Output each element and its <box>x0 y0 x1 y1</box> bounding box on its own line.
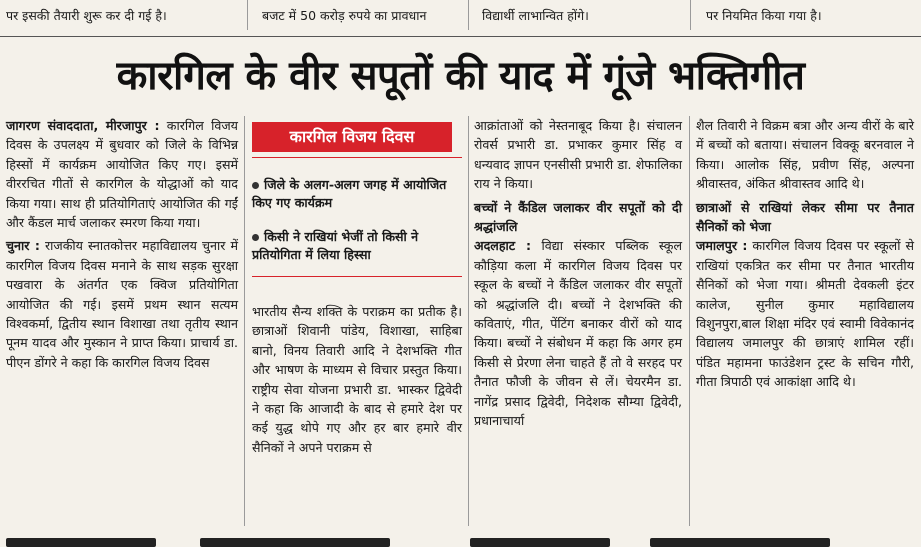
strip-divider <box>247 0 248 30</box>
col2-para: भारतीय सैन्य शक्ति के पराक्रम का प्रतीक है। छात्राओं शिवानी पांडेय, विशाखा, साहिबा बानो, विनय तिवारी आदि ने देशभक्ति गीत और भाषण के माध्यम से विचार प्रस्तुत किया। राष्ट्रीय सेवा योजना प्रभारी डा. भास्कर द्विवेदी ने कहा कि आजादी के बाद से हमारे देश पर कई युद्ध थोपे गए और हर बार हमारे वीर सैनिकों ने अपने पराक्रम से <box>252 304 462 455</box>
strip-divider <box>468 0 469 30</box>
kicker-rule <box>252 157 462 158</box>
bullet-icon <box>252 234 259 241</box>
col3-para2-lead: अदलहाट : <box>474 238 532 254</box>
col1-para1: कारगिल विजय दिवस के उपलक्ष्य में बुधवार को जिले के विभिन्न हिस्सों में कार्यक्रम आयोजित किए गए। इसमें वीररचित गीतों से कारगिल के योद्धाओं को याद किया गया। साथ ही प्रतियोगिताएं आयोजित की गईं और कैंडल मार्च जलाकर स्मरण किया गया। <box>6 118 238 231</box>
col3-subhead: बच्चों ने कैंडिल जलाकर वीर सपूतों को दी श्रद्धांजलि <box>474 199 682 235</box>
column-divider <box>468 116 469 526</box>
dateline: जागरण संवाददाता, मीरजापुर : <box>6 118 160 133</box>
column-3 <box>474 116 682 431</box>
highlight-2 <box>252 228 462 264</box>
col4-para2: कारगिल विजय दिवस पर स्कूलों से राखियां एकत्रित कर सीमा पर तैनात भारतीय सैनिकों को भेजा गया। श्रीमती देवकली इंटर कालेज, सुनील कुमार महाविद्यालय विशुनपुरा,बाल शिक्षा मंदिर एवं स्वामी विवेकानंद विद्यालय जमालपुर की छात्राएं शामिल रहीं। पंडित महामना फाउंडेशन ट्रस्ट के सचिन गौरी, गीता त्रिपाठी एवं आकांक्षा आदि थे। <box>696 238 914 390</box>
col4-subhead: छात्राओं से राखियां लेकर सीमा पर तैनात सैनिकों को भेजा <box>696 199 914 235</box>
strip-text-3: विद्यार्थी लाभान्वित होंगे। <box>482 8 589 23</box>
col1-para2: राजकीय स्नातकोत्तर महाविद्यालय चुनार में कारगिल विजय दिवस मनाने के साथ सड़क सुरक्षा पखवारा के अंतर्गत एक क्विज प्रतियोगिता आयोजित की गई। इसमें प्रथम स्थान सत्यम विश्वकर्मा, द्वितीय स्थान विशाखा तथा तृतीय स्थान पूनम यादव और मुस्कान ने प्राप्त किया। प्राचार्य डा. पीएन डोंगरे ने कहा कि कारगिल विजय दिवस <box>6 238 238 370</box>
kicker-banner: कारगिल विजय दिवस <box>252 122 452 152</box>
strip-divider <box>690 0 691 30</box>
strip-text-1: पर इसकी तैयारी शुरू कर दी गई है। <box>6 8 167 23</box>
col4-para1: शैल तिवारी ने विक्रम बत्रा और अन्य वीरों के बारे में बच्चों को बताया। संचालन विक्कू बरनवाल ने किया। आलोक सिंह, प्रवीण सिंह, अल्पना श्रीवास्तव, अंकित श्रीवास्तव आदि थे। <box>696 118 914 192</box>
column-divider <box>689 116 690 526</box>
highlight-2-text: किसी ने राखियां भेजीं तो किसी ने प्रतियोगिता में लिया हिस्सा <box>252 229 419 262</box>
strip-bottom-rule <box>0 36 921 37</box>
next-article-cutoff <box>0 535 921 547</box>
col4-para2-lead: जमालपुर : <box>696 238 748 254</box>
previous-article-strip <box>0 0 921 36</box>
column-divider <box>244 116 245 526</box>
column-4 <box>696 116 914 392</box>
column-2 <box>252 302 462 457</box>
col1-para2-lead: चुनार : <box>6 238 40 254</box>
col3-para2: विद्या संस्कार पब्लिक स्कूल कौड़िया कला में कारगिल विजय दिवस पर स्कूल के बच्चों ने कैंडिल जलाकर वीर सपूतों को श्रद्धांजलि दी। बच्चों ने देशभक्ति की कविताएं, गीत, पेंटिंग बनाकर वीरों को याद किया। बच्चों ने संबोधन में कहा कि अगर हम किसी से प्रेरणा लेना चाहते हैं तो वे सरहद पर तैनात फौजी के जीवन से लें। चेयरमैन डा. नागेंद्र प्रसाद द्विवेदी, निदेशक सौम्या द्विवेदी, प्रधानाचार्या <box>474 238 682 429</box>
headline: कारगिल के वीर सपूतों की याद में गूंजे भक्तिगीत <box>116 53 805 99</box>
bullet-icon <box>252 182 259 189</box>
col3-para1: आक्रांताओं को नेस्तनाबूद किया है। संचालन रोवर्स प्रभारी डा. प्रभाकर कुमार सिंह व धन्यवाद ज्ञापन एनसीसी प्रभारी डा. शेफालिका राय ने किया। <box>474 118 682 192</box>
column-1 <box>6 116 238 372</box>
highlight-1 <box>252 176 462 212</box>
highlight-bottom-rule <box>252 276 462 277</box>
strip-text-2: बजट में 50 करोड़ रुपये का प्रावधान <box>262 8 427 23</box>
highlight-1-text: जिले के अलग-अलग जगह में आयोजित किए गए कार्यक्रम <box>252 177 447 210</box>
strip-text-4: पर नियमित किया गया है। <box>706 8 822 23</box>
